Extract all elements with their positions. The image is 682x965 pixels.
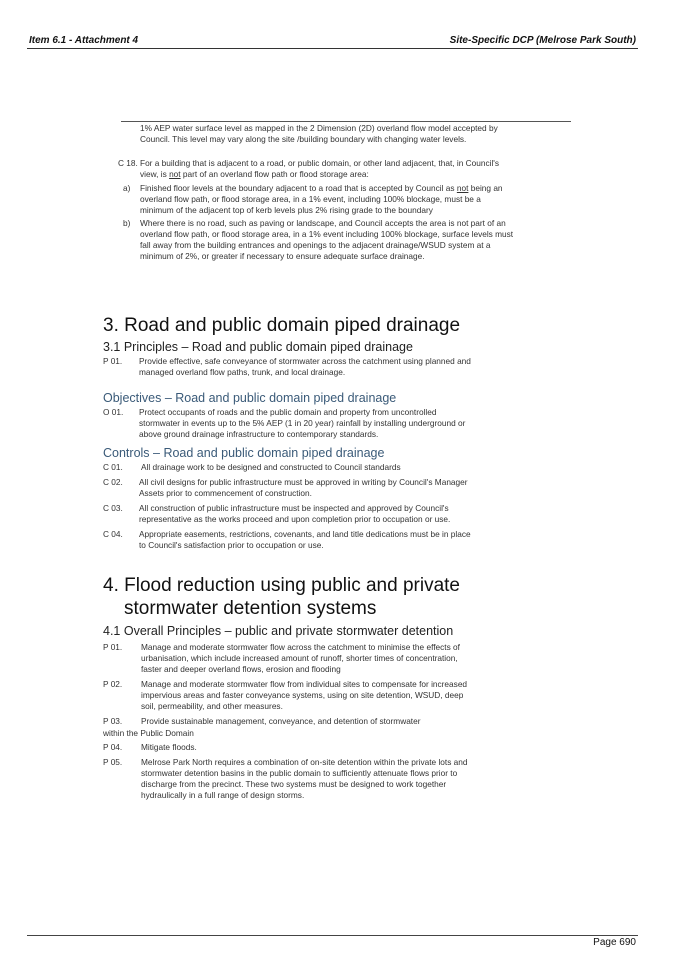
controls-heading: Controls – Road and public domain piped drainage (103, 446, 385, 460)
s4-p05-line-4: hydraulically in a full range of design storms. (141, 790, 305, 800)
s4-p03-line-2: within the Public Domain (103, 728, 194, 738)
s3-p01-code: P 01. (103, 356, 123, 366)
section-3-1-heading: 3.1 Principles – Road and public domain piped drainage (103, 340, 413, 354)
s4-p02-line-3: soil, permeability, and other measures. (141, 701, 283, 711)
header-document-title: Site-Specific DCP (Melrose Park South) (449, 35, 636, 46)
s3-c02-code: C 02. (103, 477, 123, 487)
c18-line-1: For a building that is adjacent to a road, or public domain, or other land adjacent, that, in Council's (140, 158, 500, 168)
s3-c04-line-1: Appropriate easements, restrictions, covenants, and land title dedications must be in place (139, 529, 471, 539)
s3-o01-code: O 01. (103, 407, 124, 417)
s3-c03-line-1: All construction of public infrastructure must be inspected and approved by Council's (139, 503, 449, 513)
s4-p05-line-3: discharge from the precinct. These two systems must be designed to work together (141, 779, 447, 789)
s3-o01-line-3: above ground drainage infrastructure to contemporary standards. (139, 429, 379, 439)
s4-p03-line-1: Provide sustainable management, conveyance, and detention of stormwater (141, 716, 421, 726)
s3-c03-code: C 03. (103, 503, 123, 513)
s3-c01-line-1: All drainage work to be designed and constructed to Council standards (141, 462, 401, 472)
c18-b-line-4: minimum of 2%, or greater if necessary to ensure adequate surface drainage. (140, 251, 425, 261)
s3-o01-line-2: stormwater in events up to the 5% AEP (1 in 20 year) rainfall by installing underground or (139, 418, 466, 428)
s4-p01-line-3: faster and deeper overland flows, erosion and flooding (141, 664, 341, 674)
c18-underlined-not: not (169, 169, 181, 179)
c18-b-line-1: Where there is no road, such as paving or landscape, and Council accepts the area is not part of an (140, 218, 506, 228)
s4-p03-code: P 03. (103, 716, 123, 726)
s3-c02-line-1: All civil designs for public infrastructure must be approved in writing by Council's Manager (139, 477, 468, 487)
objectives-heading: Objectives – Road and public domain piped drainage (103, 391, 397, 405)
c18-b-label: b) (123, 218, 131, 228)
s4-p01-code: P 01. (103, 642, 123, 652)
section-4-heading-line-2: stormwater detention systems (124, 598, 377, 619)
c18-a-underlined-not: not (456, 183, 469, 193)
s3-c03-line-2: representative as the works proceed and upon completion prior to occupation or use. (139, 514, 451, 524)
s4-p05-code: P 05. (103, 757, 123, 767)
section-4-1-heading: 4.1 Overall Principles – public and private stormwater detention (103, 624, 454, 638)
s4-p04-code: P 04. (103, 742, 123, 752)
c18-a-label: a) (123, 183, 131, 193)
c18-a-line-2: overland flow path, or flood storage area, in a 1% event, including 100% blockage, must be a (140, 194, 481, 204)
c18-b-line-3: fall away from the building entrances and openings to the adjacent drainage/WSUD system at a (140, 240, 491, 250)
s3-p01-line-1: Provide effective, safe conveyance of stormwater across the catchment using planned and (139, 356, 471, 366)
page-number: Page 690 (593, 937, 636, 948)
s3-c04-line-2: to Council's satisfaction prior to occupation or use. (139, 540, 324, 550)
intro-line-2: Council. This level may vary along the site /building boundary with changing water levels. (140, 134, 467, 144)
s4-p05-line-1: Melrose Park North requires a combination of on-site detention within the private lots and (141, 757, 468, 767)
s4-p01-line-1: Manage and moderate stormwater flow across the catchment to minimise the effects of (141, 642, 460, 652)
s3-p01-line-2: managed overland flow paths, trunk, and local drainage. (139, 367, 346, 377)
s4-p05-line-2: stormwater detention basins in the public domain to sufficiently attenuate flows prior to (141, 768, 458, 778)
section-4-heading-line-1: 4. Flood reduction using public and private (103, 575, 461, 596)
s3-c02-line-2: Assets prior to commencement of construction. (139, 488, 312, 498)
c18-a-line-3: minimum of the adjacent top of kerb levels plus 2% rising grade to the boundary (140, 205, 433, 215)
s4-p02-code: P 02. (103, 679, 123, 689)
footer-divider (27, 935, 638, 936)
c18-code: C 18. (118, 158, 138, 168)
s4-p01-line-2: urbanisation, which include increased amount of runoff, shorter times of concentration, (141, 653, 458, 663)
s3-c01-code: C 01. (103, 462, 123, 472)
intro-line-1: 1% AEP water surface level as mapped in the 2 Dimension (2D) overland flow model accepted by (140, 123, 498, 133)
c18-a-line-1: Finished floor levels at the boundary adjacent to a road that is accepted by Council as not being an (140, 183, 503, 193)
s3-c04-code: C 04. (103, 529, 123, 539)
c18-line-2: view, is not part of an overland flow path or flood storage area: (140, 169, 369, 179)
top-divider (121, 121, 571, 122)
c18-b-line-2: overland flow path, or flood storage area, in a 1% event including 100% blockage, surface levels must (140, 229, 514, 239)
header-attachment-label: Item 6.1 - Attachment 4 (29, 35, 139, 46)
s4-p02-line-1: Manage and moderate stormwater flow from individual sites to compensate for increased (141, 679, 468, 689)
s4-p04-line-1: Mitigate floods. (141, 742, 197, 752)
section-3-heading: 3. Road and public domain piped drainage (103, 315, 461, 336)
s3-o01-line-1: Protect occupants of roads and the public domain and property from uncontrolled (139, 407, 437, 417)
s4-p02-line-2: impervious areas and faster conveyance systems, using on site detention, WSUD, deep (141, 690, 464, 700)
page-header (27, 35, 638, 49)
